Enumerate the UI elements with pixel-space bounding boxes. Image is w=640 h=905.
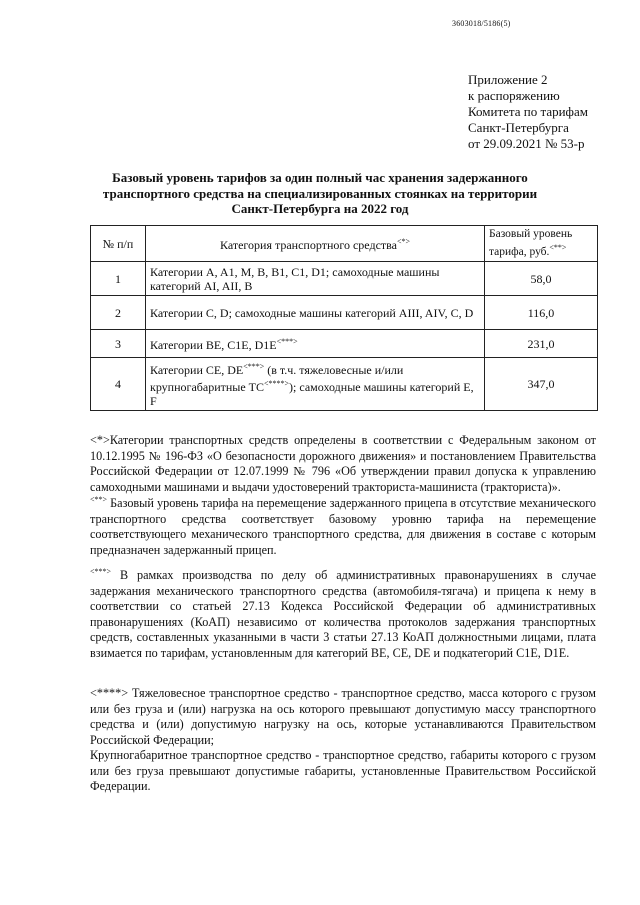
appendix-line: к распоряжению bbox=[468, 88, 560, 103]
header-category bbox=[146, 226, 485, 262]
header-category-label: Категория транспортного средства bbox=[219, 238, 397, 252]
row-category-text: (в т.ч. тяжеловесные и/или крупногабаритные ТС bbox=[150, 363, 404, 394]
footnote-mark: <***> bbox=[243, 362, 265, 371]
appendix-line: Комитета по тарифам bbox=[468, 104, 588, 119]
table-header-row bbox=[91, 226, 598, 262]
row-category-text: Категории A, A1, M, B, B1, C1, D1; самоходные машины категорий AI, AII, B bbox=[150, 264, 440, 293]
footnote-4 bbox=[90, 686, 596, 795]
appendix-block bbox=[468, 72, 588, 152]
row-category bbox=[146, 262, 485, 296]
header-num: № п/п bbox=[91, 226, 146, 262]
table-row bbox=[91, 262, 598, 296]
tariff-table bbox=[90, 225, 598, 411]
table-row bbox=[91, 330, 598, 358]
row-tariff: 347,0 bbox=[485, 358, 598, 411]
appendix-line: Приложение 2 bbox=[468, 72, 548, 87]
row-num: 4 bbox=[91, 358, 146, 411]
footnote-text: Тяжеловесное транспортное средство - транспортное средство, масса которого с грузом или без груза и (или) нагрузка на ось которого превышают допустимую массу транспортного средства и (или) допустимую нагрузку на ось, которые устанавливаются Правительством Российской Федерации; bbox=[90, 686, 596, 747]
title-line: транспортного средства на специализированных стоянках на территории bbox=[102, 185, 538, 201]
row-num: 3 bbox=[91, 330, 146, 358]
appendix-line: Санкт-Петербурга bbox=[468, 120, 569, 135]
row-num: 2 bbox=[91, 296, 146, 330]
footnote-text: Крупногабаритное транспортное средство - транспортное средство, габариты которого с грузом или без груза превышают допустимые габариты, установленные Правительством Российской Федерации. bbox=[90, 748, 596, 793]
header-tariff bbox=[485, 226, 598, 262]
row-category-text: Категории CE, DE bbox=[150, 363, 244, 377]
footnote-paragraph bbox=[90, 433, 596, 495]
row-category-text: Категории BE, C1E, D1E bbox=[150, 338, 277, 352]
footnote-marker: <****> bbox=[90, 686, 129, 700]
footnote-mark: <*> bbox=[397, 237, 411, 246]
footnote-text: Базовый уровень тарифа на перемещение задержанного прицепа в отсутствие механического транспортного средства соответствует базовому уровню тарифа на перемещение соответствующего механического транспортного средства, для движения в составе с которым предназначен задержанный прицеп. bbox=[90, 496, 596, 557]
appendix-line: от 29.09.2021 № 53-р bbox=[468, 136, 585, 151]
row-tariff: 58,0 bbox=[485, 262, 598, 296]
row-tariff: 231,0 bbox=[485, 330, 598, 358]
footnote-mark: <**> bbox=[549, 243, 567, 252]
footnote-paragraph bbox=[90, 492, 596, 558]
footnote-paragraph bbox=[90, 748, 596, 795]
footnote-marker: <**> bbox=[90, 495, 108, 504]
footnote-mark: <****> bbox=[264, 379, 290, 388]
table-row bbox=[91, 296, 598, 330]
row-category bbox=[146, 296, 485, 330]
footnote-marker: <***> bbox=[90, 567, 112, 576]
row-tariff: 116,0 bbox=[485, 296, 598, 330]
header-tariff-line2: тарифа, руб. bbox=[489, 246, 550, 258]
footnote-text: Категории транспортных средств определены в соответствии с Федеральным законом от 10.12.1995 № 196-ФЗ «О безопасности дорожного движения» и постановлением Правительства Российской Федерации от 12.07.1999 № 796 «Об утверждении правил допуска к управлению самоходными машинами и выдачи удостоверений тракториста-машиниста (тракториста)». bbox=[90, 433, 596, 494]
footnote-mark: <***> bbox=[276, 337, 298, 346]
footnote-3 bbox=[90, 564, 596, 661]
footnote-2 bbox=[90, 492, 596, 558]
row-category-text: Категории C, D; самоходные машины категорий AIII, AIV, C, D bbox=[150, 305, 474, 320]
row-category bbox=[146, 358, 485, 411]
footnote-text: В рамках производства по делу об административных правонарушениях в случае задержания механического транспортного средства (автомобиля-тягача) и прицепа к нему в соответствии со статьей 27.13 Кодекса Российской Федерации об административных правонарушениях (КоАП) независимо от количества протоколов задержания транспортных средств, составленных указанными в части 3 статьи 27.13 КоАП должностными лицами, плата взимается по тарифам, установленным для категорий BE, CE, DE и подкатегорий C1E, D1E. bbox=[90, 568, 596, 660]
header-tariff-line1: Базовый уровень bbox=[489, 228, 573, 240]
footnote-paragraph bbox=[90, 686, 596, 748]
footnote-paragraph bbox=[90, 564, 596, 661]
row-num: 1 bbox=[91, 262, 146, 296]
row-category bbox=[146, 330, 485, 358]
document-title bbox=[100, 170, 540, 217]
document-id: 3603018/5186(5) bbox=[452, 19, 511, 28]
title-line: Базовый уровень тарифов за один полный час хранения задержанного bbox=[112, 170, 528, 185]
footnote-marker: <*> bbox=[90, 433, 110, 447]
table-row bbox=[91, 358, 598, 411]
footnote-1 bbox=[90, 433, 596, 495]
row-category-text: ); самоходные машины категорий E, F bbox=[150, 380, 474, 408]
title-line: Санкт-Петербурга на 2022 год bbox=[231, 201, 409, 216]
